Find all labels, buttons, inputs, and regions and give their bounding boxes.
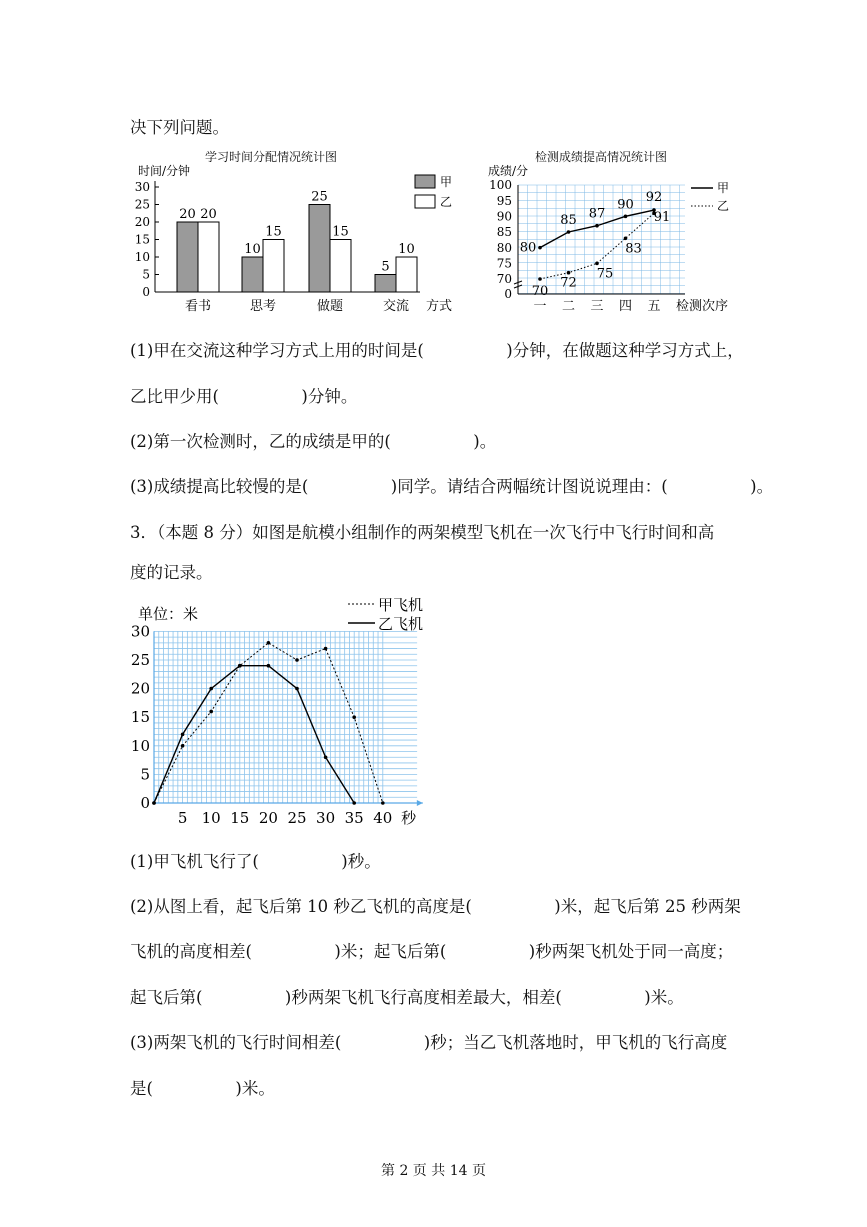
data-point: [595, 224, 599, 228]
bar-乙: [263, 240, 284, 293]
q1-line-1: (1)甲在交流这种学习方式上用的时间是( )分钟，在做题这种学习方式上，: [130, 341, 744, 360]
y-tick-label: 100: [489, 178, 512, 192]
bar-甲: [242, 257, 263, 292]
flight-q1-line: (1)甲飞机飞行了( )秒。: [130, 852, 381, 871]
data-point: [567, 230, 571, 234]
data-label: 90: [617, 197, 634, 213]
legend-swatch: [415, 195, 435, 208]
x-axis-arrow: [417, 800, 423, 806]
bar-chart-xlabel: 方式: [426, 299, 453, 314]
bar-chart: [130, 160, 470, 330]
x-tick-label: 二: [561, 299, 576, 314]
bar-value-label: 10: [244, 242, 261, 257]
bar-value-label: 15: [332, 224, 349, 240]
bar-甲: [177, 222, 198, 292]
bar-chart-title: 学习时间分配情况统计图: [205, 150, 338, 164]
x-tick-label: 思考: [249, 299, 277, 314]
y-tick-label: 90: [496, 209, 512, 224]
flight-point: [209, 710, 213, 714]
bar-甲: [375, 275, 396, 293]
x-tick-label: 一: [533, 299, 547, 314]
bar-乙: [330, 240, 351, 293]
flight-q2-line-1: (2)从图上看，起飞后第 10 秒乙飞机的高度是( )米，起飞后第 25 秒两架: [130, 897, 741, 916]
flight-point: [181, 733, 185, 737]
x-tick-label: 交流: [382, 299, 410, 314]
x-tick-label: 五: [647, 299, 661, 314]
problem-3-line-1: 3．（本题 8 分）如图是航模小组制作的两架模型飞机在一次飞行中飞行时间和高: [130, 523, 715, 542]
y-tick-label: 25: [130, 651, 150, 669]
intro-line: 决下列问题。: [130, 118, 229, 137]
y-tick-label: 5: [140, 765, 150, 784]
x-tick-label: 10: [201, 809, 221, 827]
q1-line-2: 乙比甲少用( )分钟。: [130, 387, 358, 406]
data-label: 75: [596, 266, 614, 282]
x-tick-label: 25: [287, 809, 307, 827]
x-tick-label: 做题: [316, 299, 344, 314]
data-label: 92: [645, 190, 663, 206]
flight-point: [267, 641, 271, 645]
y-tick-label: 20: [134, 215, 150, 229]
legend-label: 乙: [440, 195, 453, 209]
y-tick-label: 5: [142, 267, 150, 282]
data-point: [538, 246, 542, 250]
y-tick-label: 10: [130, 736, 150, 755]
x-tick-label: 30: [316, 809, 336, 827]
data-label: 70: [531, 284, 549, 299]
score-chart-ylabel: 成绩/分: [488, 164, 529, 178]
y-tick-label: 30: [130, 622, 150, 641]
flight-q3-line-2: 是( )米。: [130, 1079, 275, 1098]
flight-point: [352, 715, 356, 719]
legend-label: 甲飞机: [378, 596, 424, 614]
q2-line: (2)第一次检测时，乙的成绩是甲的( )。: [130, 432, 497, 451]
data-label: 80: [519, 240, 537, 256]
legend-label: 乙飞机: [378, 615, 424, 633]
problem-3-line-2: 度的记录。: [130, 563, 213, 582]
data-point: [538, 277, 542, 281]
bar-value-label: 20: [179, 207, 196, 222]
flight-point: [324, 647, 328, 651]
legend-label: 乙: [717, 199, 730, 213]
x-tick-label: 四: [618, 299, 633, 314]
y-tick-label: 80: [496, 241, 512, 255]
y-tick-label: 0: [504, 287, 512, 301]
flight-unit-label: 单位：米: [138, 605, 199, 623]
score-chart-xlabel: 检测次序: [676, 299, 729, 314]
flight-q2-line-2: 飞机的高度相差( )米；起飞后第( )秒两架飞机处于同一高度；: [130, 942, 734, 961]
x-tick-label: 20: [258, 809, 278, 827]
y-tick-label: 70: [496, 272, 512, 286]
x-tick-label: 40: [373, 809, 393, 827]
bar-chart-ylabel: 时间/分钟: [138, 164, 191, 178]
flight-point: [324, 755, 328, 759]
flight-q2-line-3: 起飞后第( )秒两架飞机飞行高度相差最大，相差( )米。: [130, 988, 684, 1007]
flight-q3-line-1: (3)两架飞机的飞行时间相差( )秒；当乙飞机落地时，甲飞机的飞行高度: [130, 1033, 728, 1052]
data-label: 72: [560, 275, 577, 291]
data-label: 91: [653, 210, 671, 226]
q3-line: (3)成绩提高比较慢的是( )同学。请结合两幅统计图说说理由：( )。: [130, 477, 774, 496]
flight-point: [181, 744, 185, 748]
bar-乙: [198, 222, 219, 292]
y-tick-label: 85: [496, 225, 512, 239]
x-tick-label: 15: [230, 809, 250, 827]
data-label: 83: [625, 241, 642, 257]
bar-value-label: 25: [311, 189, 328, 205]
data-point: [624, 236, 628, 240]
page-footer: 第 2 页 共 14 页: [381, 1163, 486, 1179]
y-tick-label: 0: [142, 285, 150, 299]
flight-point: [152, 801, 156, 805]
x-tick-label: 三: [590, 299, 604, 314]
data-label: 85: [560, 213, 577, 228]
legend-swatch: [415, 175, 435, 188]
score-chart-title: 检测成绩提高情况统计图: [535, 150, 668, 164]
flight-point: [295, 687, 299, 691]
data-label: 87: [588, 206, 606, 222]
flight-point: [238, 664, 242, 668]
x-tick-label: 5: [177, 809, 188, 827]
flight-point: [295, 658, 299, 662]
bar-value-label: 20: [200, 207, 217, 222]
bar-甲: [309, 205, 330, 293]
data-point: [595, 262, 599, 266]
flight-chart: [128, 592, 448, 827]
flight-point: [209, 687, 213, 691]
y-tick-label: 0: [140, 794, 150, 812]
bar-value-label: 10: [398, 242, 415, 257]
y-tick-label: 30: [134, 180, 150, 194]
y-tick-label: 20: [130, 679, 150, 698]
y-tick-label: 15: [130, 708, 150, 727]
y-tick-label: 95: [496, 194, 512, 208]
flight-point: [381, 801, 385, 805]
bar-value-label: 5: [381, 259, 390, 275]
y-tick-label: 15: [134, 232, 150, 247]
bar-乙: [396, 257, 417, 292]
bar-value-label: 15: [265, 224, 282, 240]
flight-xlabel: 秒: [401, 809, 417, 827]
y-tick-label: 10: [134, 250, 150, 264]
score-chart: [478, 160, 748, 330]
flight-point: [267, 664, 271, 668]
data-point: [567, 271, 571, 275]
legend-label: 甲: [717, 181, 730, 195]
y-tick-label: 75: [496, 256, 512, 271]
flight-point: [352, 801, 356, 805]
y-tick-label: 25: [134, 197, 150, 212]
x-tick-label: 35: [344, 809, 364, 827]
x-tick-label: 看书: [184, 299, 212, 314]
data-point: [624, 215, 628, 219]
legend-label: 甲: [440, 175, 453, 189]
